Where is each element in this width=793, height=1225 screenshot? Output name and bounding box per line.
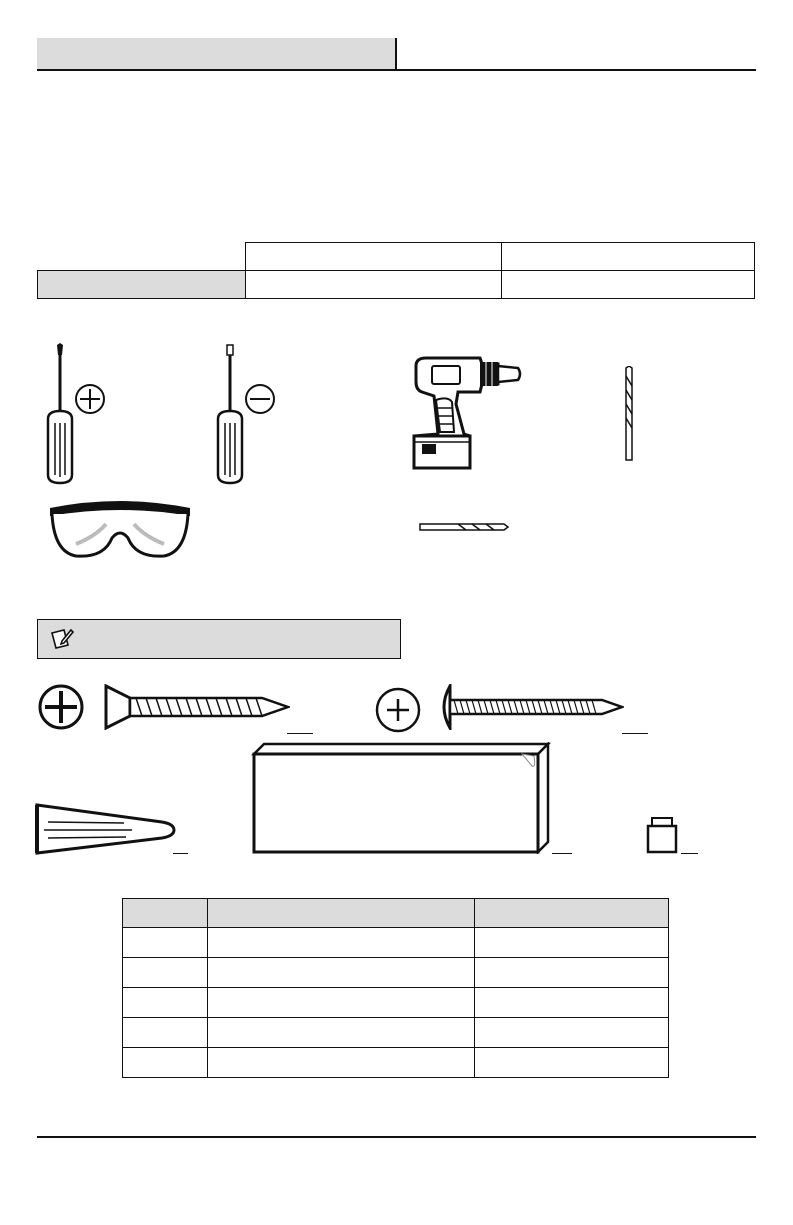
quantity-cell (475, 988, 669, 1018)
phillips-drive-small-icon (375, 687, 421, 733)
spec-table (37, 242, 755, 299)
table-row (123, 988, 669, 1018)
flat-head-screw-icon (104, 684, 290, 730)
header-rule (37, 69, 756, 71)
table-row (123, 1048, 669, 1078)
part-cell (123, 1048, 208, 1078)
parts-table-header (123, 899, 669, 928)
quantity-cell (475, 1018, 669, 1048)
drill-bit-horizontal-icon (418, 520, 510, 534)
description-cell (208, 1018, 475, 1048)
part-cell (123, 988, 208, 1018)
description-cell (208, 1048, 475, 1078)
part-cell (123, 958, 208, 988)
hardware-banner (37, 619, 401, 659)
bumper-qty-line (681, 853, 698, 854)
safety-glasses-icon (46, 494, 194, 564)
bumper-icon (646, 816, 678, 854)
spec-row-label (38, 271, 246, 299)
table-row (123, 958, 669, 988)
footer-rule (37, 1136, 756, 1138)
pan-head-screw-icon (436, 684, 624, 730)
phillips-screwdriver-icon (36, 343, 116, 485)
quantity-cell (475, 1048, 669, 1078)
spec-row-value-1 (245, 271, 501, 299)
cabinet-board-icon (250, 742, 552, 854)
parts-table (122, 898, 669, 1078)
drill-bit-icon (621, 366, 637, 464)
section-header-bar (37, 38, 395, 69)
header-divider (395, 38, 397, 71)
phillips-drive-icon (37, 683, 85, 731)
part-cell (123, 1018, 208, 1048)
table-row (123, 1018, 669, 1048)
part-cell (123, 928, 208, 958)
spec-header-blank (38, 243, 246, 271)
note-pencil-icon (49, 627, 75, 651)
cabinet-board-qty-line (552, 853, 572, 854)
spec-header-col-1 (245, 243, 501, 271)
flat-head-screwdriver-icon (206, 343, 286, 485)
spec-row-value-2 (501, 271, 755, 299)
wall-anchor-icon (34, 802, 178, 856)
description-cell (208, 988, 475, 1018)
spec-table-row (38, 271, 755, 299)
flat-head-screw-qty-line (287, 733, 313, 734)
parts-header-description (208, 899, 475, 928)
description-cell (208, 928, 475, 958)
spec-header-col-2 (501, 243, 755, 271)
spec-table-header (38, 243, 755, 271)
power-drill-icon (408, 356, 523, 476)
description-cell (208, 958, 475, 988)
table-row (123, 928, 669, 958)
pan-head-screw-qty-line (622, 733, 648, 734)
quantity-cell (475, 928, 669, 958)
parts-header-part (123, 899, 208, 928)
wall-anchor-qty-line (173, 853, 188, 854)
parts-header-quantity (475, 899, 669, 928)
quantity-cell (475, 958, 669, 988)
